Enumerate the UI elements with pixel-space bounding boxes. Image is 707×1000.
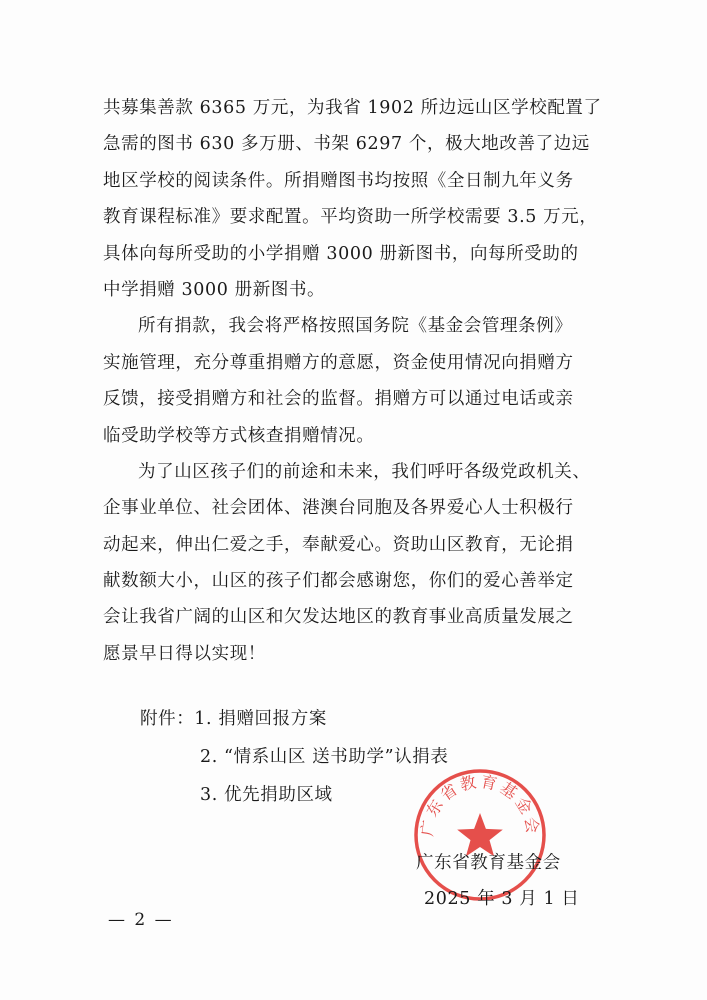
body-line: 反馈，接受捐赠方和社会的监督。捐赠方可以通过电话或亲	[103, 389, 574, 410]
body-line: 动起来，伸出仁爱之手，奉献爱心。资助山区教育，无论捐	[103, 534, 574, 555]
svg-text:广东省教育基金会: 广东省教育基金会	[417, 771, 543, 838]
signing-organization: 广东省教育基金会	[416, 853, 561, 873]
body-line: 中学捐赠 3000 册新图书。	[103, 279, 326, 300]
body-text	[103, 90, 613, 672]
body-line: 共募集善款 6365 万元，为我省 1902 所边远山区学校配置了	[103, 98, 602, 118]
body-line: 急需的图书 630 多万册、书架 6297 个，极大地改善了边远	[103, 134, 590, 155]
attachments-list	[140, 700, 448, 814]
body-line: 献数额大小，山区的孩子们都会感谢您，你们的爱心善举定	[103, 571, 574, 592]
paragraph-start: 所有捐款，我会将严格按照国务院《基金会管理条例》	[138, 316, 573, 337]
body-line: 企事业单位、社会团体、港澳台同胞及各界爱心人士积极行	[103, 498, 574, 519]
attachment-item-1: 附件：1. 捐赠回报方案	[140, 709, 327, 729]
body-line: 地区学校的阅读条件。所捐赠图书均按照《全日制九年义务	[103, 170, 574, 191]
attachment-item-3: 3. 优先捐助区域	[200, 785, 333, 805]
body-line: 教育课程标准》要求配置。平均资助一所学校需要 3.5 万元，	[103, 207, 598, 228]
page-number: — 2 —	[108, 910, 174, 930]
body-line: 会让我省广阔的山区和欠发达地区的教育事业高质量发展之	[103, 607, 574, 628]
signature-block	[410, 845, 590, 917]
attachment-item-2: 2. “情系山区 送书助学”认捐表	[200, 747, 449, 767]
body-line: 临受助学校等方式核查捐赠情况。	[103, 425, 375, 446]
signing-date: 2025 年 3 月 1 日	[424, 889, 580, 909]
body-line: 实施管理，充分尊重捐赠方的意愿，资金使用情况向捐赠方	[103, 352, 574, 373]
paragraph-start: 为了山区孩子们的前途和未来，我们呼吁各级党政机关、	[138, 461, 591, 482]
body-line: 愿景早日得以实现！	[103, 643, 266, 664]
body-line: 具体向每所受助的小学捐赠 3000 册新图书，向每所受助的	[103, 243, 579, 264]
